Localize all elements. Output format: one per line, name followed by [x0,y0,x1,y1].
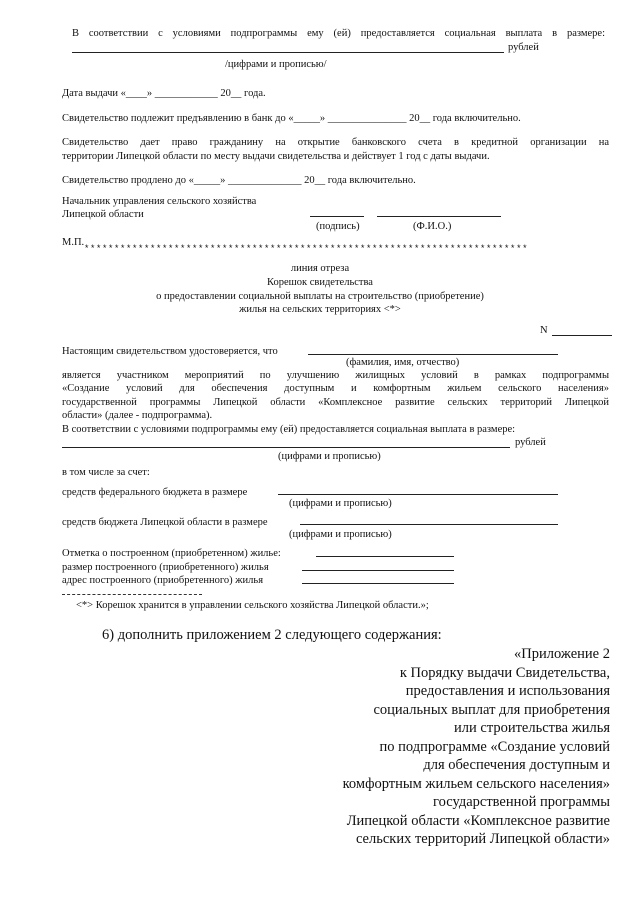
stub-amount-line [62,447,510,448]
certify-text: Настоящим свидетельством удостоверяется, что [62,346,278,357]
signature-line [310,216,364,217]
appendix-line-1: «Приложение 2 [514,646,610,662]
stub-rubles: рублей [515,437,546,448]
rights-line-2: территории Липецкой области по месту выдачи свидетельства и действует 1 год с даты выдачи. [62,151,490,162]
cut-line-label: линия отреза [290,263,350,274]
seal-place: М.П. [62,237,85,248]
appendix-line-7: для обеспечения доступным и [423,757,610,773]
regional-hint: (цифрами и прописью) [289,529,392,540]
built-addr-label: адрес построенного (приобретенного) жилья [62,575,264,586]
stub-body-1: является участником мероприятий по улучшению жилищных условий в рамках подпрограммы [62,370,609,381]
regional-line [300,524,558,525]
stub-body-2: «Создание условий для обеспечения доступным и комфортным жильем сельского населения» [62,383,609,394]
regional-label: средств бюджета Липецкой области в размере [62,517,268,528]
federal-hint: (цифрами и прописью) [289,498,392,509]
stub-body-3: государственной программы Липецкой области «Комплексное развитие сельских территорий Липецкой [62,397,609,408]
appendix-line-9: государственной программы [433,794,610,810]
stub-payment: В соответствии с условиями подпрограммы ему (ей) предоставляется социальная выплата в размере: [62,424,516,435]
footnote-separator [62,594,202,595]
amount-line [72,52,504,53]
appendix-line-5: или строительства жилья [454,720,610,736]
appendix-intro: 6) дополнить приложением 2 следующего содержания: [102,627,442,643]
amount-hint: /цифрами и прописью/ [225,59,327,70]
appendix-line-10: Липецкой области «Комплексное развитие [346,813,610,829]
fio-line-stub [308,354,558,355]
signature-hint: (подпись) [316,221,360,232]
rubles-label: рублей [508,42,539,53]
federal-label: средств федерального бюджета в размере [62,487,248,498]
extended-until: Свидетельство продлено до «_____» ______________ 20__ года включительно. [62,175,416,186]
fio-hint-stub: (фамилия, имя, отчество) [346,357,460,368]
appendix-line-6: по подпрограмме «Создание условий [379,739,610,755]
payment-sentence: В соответствии с условиями подпрограммы ему (ей) предоставляется социальная выплата в размере: [72,28,605,39]
head-title-1: Начальник управления сельского хозяйства [62,196,257,207]
cut-divider: ************************************************************************** [84,244,529,254]
federal-line [278,494,558,495]
stub-body-4: области» (далее - подпрограмма). [62,410,213,421]
appendix-line-8: комфортным жильем сельского населения» [342,776,610,792]
rights-line-1: Свидетельство дает право гражданину на открытие банковского счета в кредитной организации на [62,137,609,148]
built-mark-label: Отметка о построенном (приобретенном) жилье: [62,548,281,559]
built-addr-line [302,583,454,584]
bank-deadline: Свидетельство подлежит предъявлению в банк до «_____» _______________ 20__ года включительно. [62,113,521,124]
stub-amount-hint: (цифрами и прописью) [278,451,381,462]
built-size-line [302,570,454,571]
built-mark-line [316,556,454,557]
stub-title-3: жилья на сельских территориях <*> [239,304,401,315]
head-title-2: Липецкой области [62,209,144,220]
fio-hint: (Ф.И.О.) [413,221,452,232]
appendix-line-3: предоставления и использования [405,683,610,699]
built-size-label: размер построенного (приобретенного) жилья [62,562,269,573]
appendix-line-2: к Порядку выдачи Свидетельства, [399,665,610,681]
number-label: N [540,325,548,336]
fio-line [377,216,501,217]
issue-date: Дата выдачи «____» ____________ 20__ года. [62,88,266,99]
appendix-line-4: социальных выплат для приобретения [373,702,610,718]
number-line [552,335,612,336]
including-label: в том числе за счет: [62,467,150,478]
footnote: <*> Корешок хранится в управлении сельского хозяйства Липецкой области.»; [76,600,429,611]
stub-title-1: Корешок свидетельства [267,277,373,288]
appendix-line-11: сельских территорий Липецкой области» [355,831,610,847]
stub-title-2: о предоставлении социальной выплаты на строительство (приобретение) [156,291,484,302]
